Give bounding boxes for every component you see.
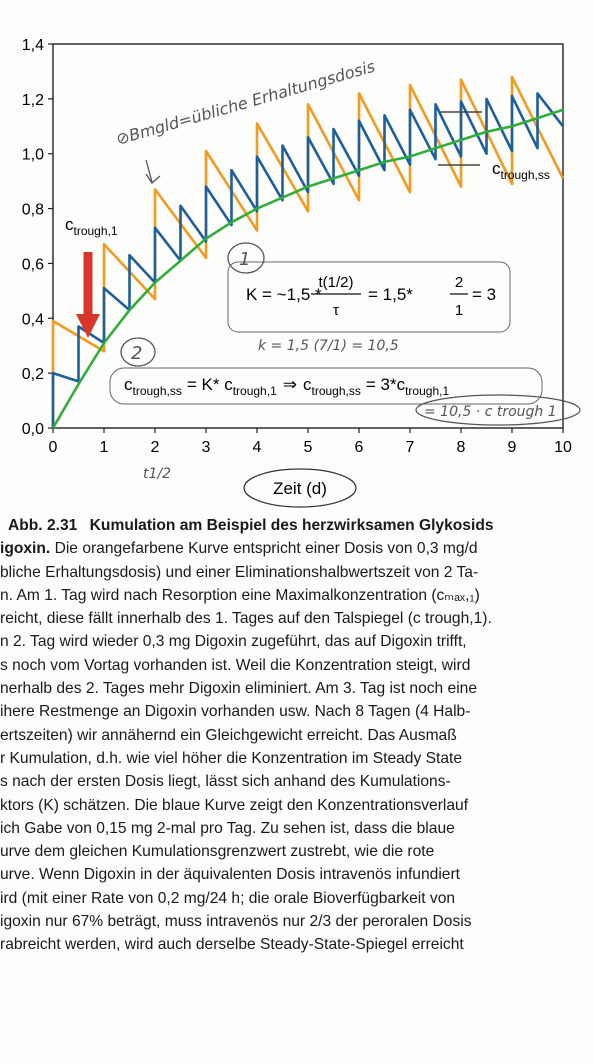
handnote-x: t1/2 xyxy=(143,466,172,482)
svg-text:1: 1 xyxy=(454,302,464,319)
svg-text:t(1/2): t(1/2) xyxy=(318,274,354,291)
caption-line xyxy=(0,561,594,584)
x-tick-label: 5 xyxy=(303,439,313,456)
x-tick-label: 1 xyxy=(99,439,109,456)
y-tick-label: 0,0 xyxy=(21,421,44,438)
y-tick-label: 0,8 xyxy=(21,201,44,219)
caption-title: Kumulation am Beispiel des herzwirksamen Glykosids xyxy=(89,517,494,534)
digoxin-accumulation-chart xyxy=(0,0,594,512)
svg-text:= 1,5*: = 1,5* xyxy=(368,285,413,304)
svg-text:= 3: = 3 xyxy=(472,285,497,304)
x-tick-label: 10 xyxy=(554,439,572,456)
caption-line-text: nerhalb des 2. Tages mehr Digoxin eliminiert. Am 3. Tag ist noch eine xyxy=(0,680,478,698)
caption-line xyxy=(0,863,594,886)
caption-line-text: n 2. Tag wird wieder 0,3 mg Digoxin zugeführt, das auf Digoxin trifft, xyxy=(0,633,467,651)
caption-line-text: n. Am 1. Tag wird nach Resorption eine Maximalkonzentration (cₘₐₓ,₁) xyxy=(0,586,480,604)
caption-line-text: r Kumulation, d.h. wie viel höher die Konzentration im Steady State xyxy=(0,749,463,767)
y-tick-label: 1,2 xyxy=(21,91,44,109)
figure-caption xyxy=(0,514,594,1062)
x-tick-label: 9 xyxy=(507,439,517,456)
svg-text:K = ~1,5 *: K = ~1,5 * xyxy=(246,285,322,304)
circle-2-label: 2 xyxy=(131,343,143,364)
caption-line-text: bliche Erhaltungsdosis) und einer Eliminationshalbwertszeit von 2 Ta- xyxy=(0,563,479,581)
svg-text:2: 2 xyxy=(454,274,464,291)
caption-line-text: Die orangefarbene Kurve entspricht einer Dosis von 0,3 mg/d xyxy=(50,540,478,558)
handnote-top: ⊘Bmgld=übliche Erhaltungsdosis xyxy=(113,56,378,149)
x-tick-label: 4 xyxy=(252,439,262,456)
caption-line xyxy=(0,770,594,793)
caption-line xyxy=(0,887,594,910)
caption-line-text: s noch vom Vortag vorhanden ist. Weil die Konzentration steigt, wird xyxy=(0,656,471,674)
x-axis-label: Zeit (d) xyxy=(273,479,327,498)
caption-line xyxy=(0,910,594,933)
x-tick-label: 6 xyxy=(354,439,364,456)
caption-title-line xyxy=(0,514,594,537)
x-tick-label: 0 xyxy=(48,439,58,456)
caption-line xyxy=(0,654,594,677)
y-tick-label: 1,4 xyxy=(21,37,44,54)
svg-text:τ: τ xyxy=(333,302,339,319)
handnote-top-arrow xyxy=(146,160,160,183)
caption-line xyxy=(0,840,594,863)
handnote-ss: = 10,5 · c trough 1 xyxy=(424,404,557,420)
caption-line-text: ich Gabe von 0,15 mg 2-mal pro Tag. Zu sehen ist, dass die blaue xyxy=(0,819,455,837)
x-tick-label: 7 xyxy=(405,439,415,456)
caption-line xyxy=(0,933,594,956)
caption-line xyxy=(0,584,594,607)
y-tick-label: 1,0 xyxy=(21,146,44,164)
caption-line xyxy=(0,817,594,840)
caption-line-text: rabreicht werden, wird auch derselbe Steady-State-Spiegel erreicht xyxy=(0,936,464,954)
circle-1-label: 1 xyxy=(239,249,251,270)
caption-line-bold: igoxin. xyxy=(0,540,51,558)
caption-line xyxy=(0,630,594,653)
x-tick-label: 3 xyxy=(201,439,211,456)
caption-body xyxy=(0,537,594,956)
caption-line xyxy=(0,700,594,723)
caption-line-text: ktors (K) schätzen. Die blaue Kurve zeigt den Konzentrationsverlauf xyxy=(0,796,469,814)
x-tick-label: 8 xyxy=(456,439,466,456)
caption-line-text: ertszeiten) wir annähernd ein Gleichgewicht erreicht. Das Ausmaß xyxy=(0,726,457,744)
caption-line xyxy=(0,537,594,560)
caption-line-text: urve dem gleichen Kumulationsgrenzwert zustrebt, wie die rote xyxy=(0,843,435,861)
caption-line xyxy=(0,747,594,770)
caption-line-text: ihere Restmenge an Digoxin vorhanden usw. Nach 8 Tagen (4 Halb- xyxy=(0,703,471,721)
caption-line-text: ird (mit einer Rate von 0,2 mg/24 h; die orale Bioverfügbarkeit von xyxy=(0,889,456,907)
caption-line xyxy=(0,794,594,817)
caption-line-text: s nach der ersten Dosis liegt, lässt sich anhand des Kumulations- xyxy=(0,773,451,791)
c-trough-ss-label: $c_{trough,ss}$ xyxy=(492,159,550,182)
caption-line xyxy=(0,607,594,630)
y-tick-label: 0,4 xyxy=(21,311,44,329)
caption-line-text: urve. Wenn Digoxin in der äquivalenten Dosis intravenös infundiert xyxy=(0,866,460,884)
caption-line xyxy=(0,724,594,747)
y-tick-label: 0,2 xyxy=(21,366,44,384)
trough1-arrow xyxy=(76,252,100,338)
y-tick-label: 0,6 xyxy=(21,256,44,274)
caption-line xyxy=(0,677,594,700)
c-trough-1-label: $c_{trough,1}$ xyxy=(65,215,118,238)
caption-line-text: reicht, diese fällt innerhalb des 1. Tages auf den Talspiegel (c trough,1). xyxy=(0,610,492,628)
handnote-k-calc: k = 1,5 (7/1) = 10,5 xyxy=(258,338,399,354)
x-tick-label: 2 xyxy=(150,439,160,456)
formula-ss: $c_{trough,ss} = K*$ $c_{trough,1}$ ⇒ $c_{trough,ss} = 3*c_{trough,1}$ xyxy=(124,375,450,398)
caption-figure-number: Abb. 2.31 xyxy=(8,517,78,534)
caption-line-text: igoxin nur 67% beträgt, muss intravenös nur 2/3 der peroralen Dosis xyxy=(0,913,472,931)
